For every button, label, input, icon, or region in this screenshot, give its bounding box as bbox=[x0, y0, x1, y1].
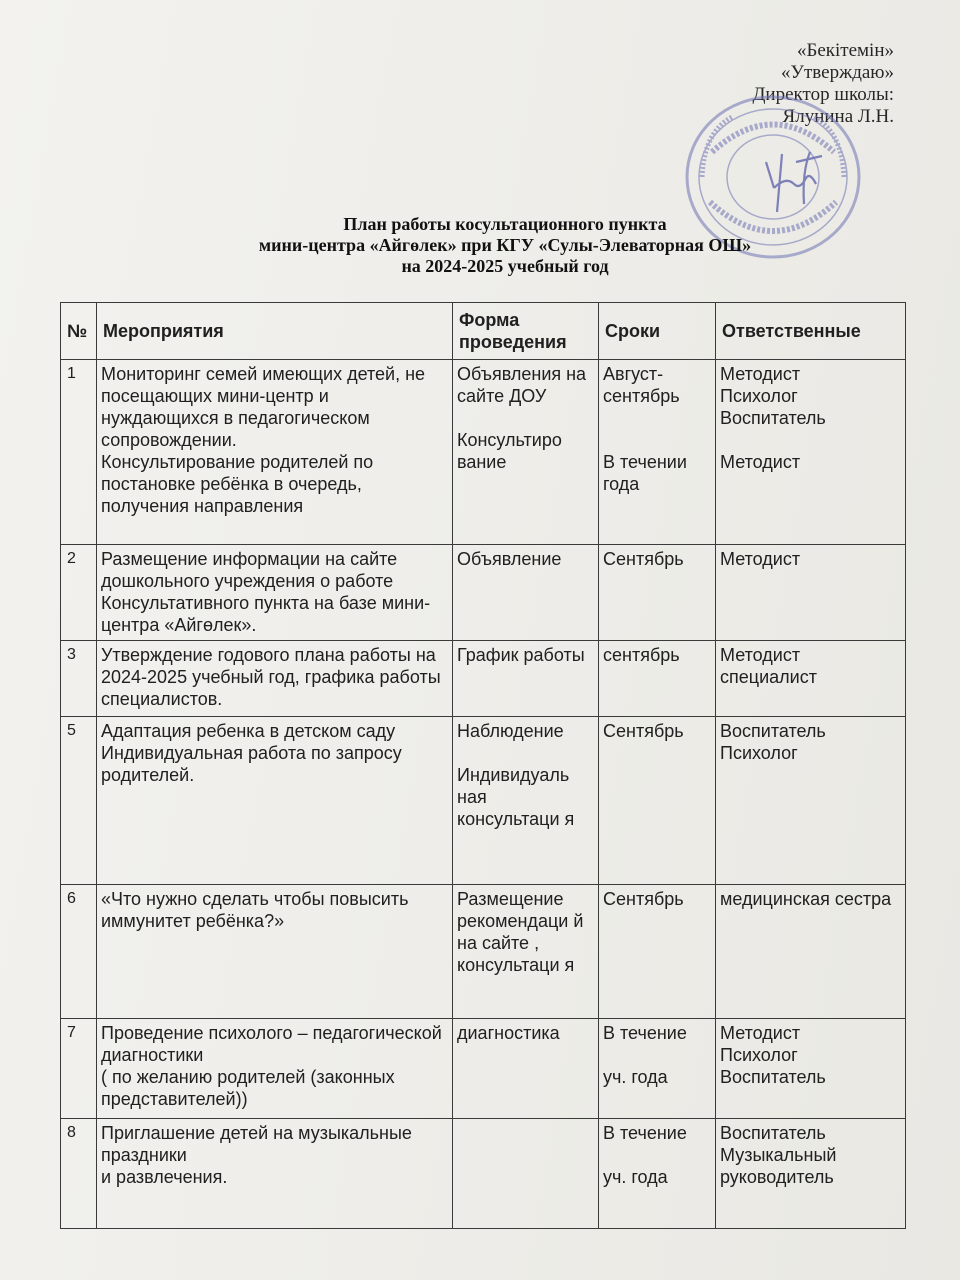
row-event: Мониторинг семей имеющих детей, не посещающих мини-центр и нуждающихся в педагогическом сопровождении. Консультирование родителей по постановке ребёнка в очередь, получения направления bbox=[97, 360, 453, 545]
signature-icon bbox=[766, 152, 822, 212]
header-form: Форма проведения bbox=[453, 303, 599, 360]
row-responsible: Воспитатель Психолог bbox=[716, 717, 906, 885]
header-event: Мероприятия bbox=[97, 303, 453, 360]
row-responsible: Методист Психолог Воспитатель bbox=[716, 1019, 906, 1119]
row-number: 6 bbox=[61, 885, 97, 1019]
row-responsible: Методист Психолог Воспитатель Методист bbox=[716, 360, 906, 545]
row-responsible: Воспитатель Музыкальный руководитель bbox=[716, 1119, 906, 1229]
table-row bbox=[61, 717, 906, 885]
approval-position: Директор школы: bbox=[752, 84, 894, 105]
approval-name: Ялунина Л.Н. bbox=[782, 106, 894, 127]
row-term: сентябрь bbox=[599, 641, 716, 717]
row-number: 3 bbox=[61, 641, 97, 717]
header-term: Сроки bbox=[599, 303, 716, 360]
row-term: Сентябрь bbox=[599, 885, 716, 1019]
title-line-3: на 2024-2025 учебный год bbox=[401, 256, 609, 276]
row-term: В течение уч. года bbox=[599, 1019, 716, 1119]
row-event: Утверждение годового плана работы на 2024-2025 учебный год, графика работы специалистов. bbox=[97, 641, 453, 717]
row-form: Размещение рекомендаци й на сайте , консультаци я bbox=[453, 885, 599, 1019]
table-row bbox=[61, 1119, 906, 1229]
row-term: В течение уч. года bbox=[599, 1119, 716, 1229]
row-form bbox=[453, 1119, 599, 1229]
row-responsible: Методист специалист bbox=[716, 641, 906, 717]
table-row bbox=[61, 545, 906, 641]
document-title bbox=[0, 214, 960, 277]
row-term: Сентябрь bbox=[599, 545, 716, 641]
row-number: 2 bbox=[61, 545, 97, 641]
row-number: 8 bbox=[61, 1119, 97, 1229]
row-term: Сентябрь bbox=[599, 717, 716, 885]
row-event: Проведение психолого – педагогической диагностики ( по желанию родителей (законных представителей)) bbox=[97, 1019, 453, 1119]
title-line-1: План работы косультационного пункта bbox=[343, 214, 667, 234]
row-form: диагностика bbox=[453, 1019, 599, 1119]
row-event: Размещение информации на сайте дошкольного учреждения о работе Консультативного пункта на базе мини-центра «Айгөлек». bbox=[97, 545, 453, 641]
header-responsible: Ответственные bbox=[716, 303, 906, 360]
table-row bbox=[61, 360, 906, 545]
row-number: 7 bbox=[61, 1019, 97, 1119]
row-event: «Что нужно сделать чтобы повысить иммунитет ребёнка?» bbox=[97, 885, 453, 1019]
header-number: № bbox=[61, 303, 97, 360]
row-term: Август-сентябрь В течении года bbox=[599, 360, 716, 545]
row-event: Приглашение детей на музыкальные праздники и развлечения. bbox=[97, 1119, 453, 1229]
table-row bbox=[61, 1019, 906, 1119]
row-form: Объявление bbox=[453, 545, 599, 641]
row-number: 5 bbox=[61, 717, 97, 885]
table-row bbox=[61, 641, 906, 717]
row-form: Объявления на сайте ДОУ Консультиро вание bbox=[453, 360, 599, 545]
row-number: 1 bbox=[61, 360, 97, 545]
title-line-2: мини-центра «Айгөлек» при КГУ «Сулы-Элеваторная ОШ» bbox=[258, 235, 752, 255]
row-responsible: Методист bbox=[716, 545, 906, 641]
row-form: Наблюдение Индивидуаль ная консультаци я bbox=[453, 717, 599, 885]
plan-table bbox=[60, 302, 906, 1229]
table-header-row bbox=[61, 303, 906, 360]
row-form: График работы bbox=[453, 641, 599, 717]
row-responsible: медицинская сестра bbox=[716, 885, 906, 1019]
approval-line-kazakh: «Бекітемін» bbox=[796, 40, 894, 61]
approval-line-russian: «Утверждаю» bbox=[781, 62, 894, 83]
table-row bbox=[61, 885, 906, 1019]
row-event: Адаптация ребенка в детском саду Индивидуальная работа по запросу родителей. bbox=[97, 717, 453, 885]
